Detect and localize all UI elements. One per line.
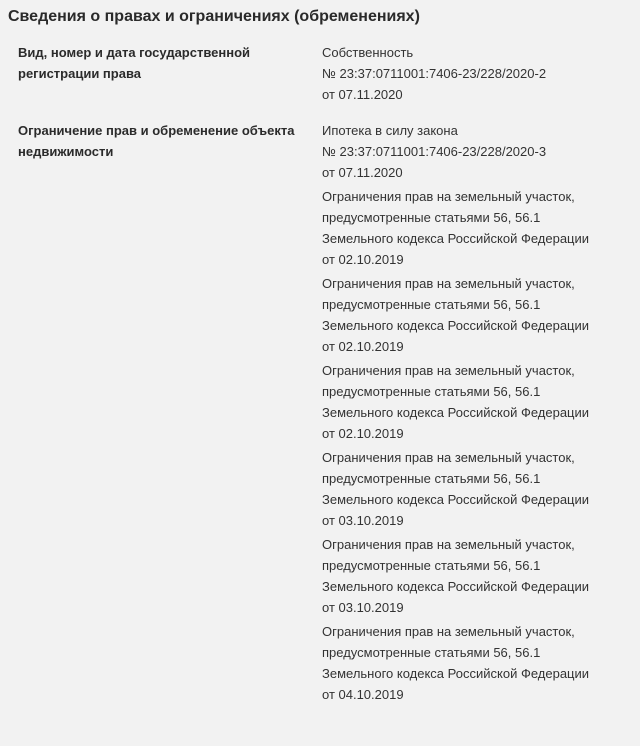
rights-label: Вид, номер и дата государственной регистрации права	[18, 45, 251, 81]
value-line: Земельного кодекса Российской Федерации	[322, 666, 590, 681]
value-line: предусмотренные статьями 56, 56.1	[322, 384, 541, 399]
value-line: № 23:37:0711001:7406-23/228/2020-3	[322, 144, 547, 159]
value-line: Ограничения прав на земельный участок,	[322, 276, 575, 291]
value-line: от 03.10.2019	[322, 600, 404, 615]
value-line: предусмотренные статьями 56, 56.1	[322, 297, 541, 312]
value-line: от 03.10.2019	[322, 513, 404, 528]
value-line: предусмотренные статьями 56, 56.1	[322, 645, 541, 660]
value-line: предусмотренные статьями 56, 56.1	[322, 210, 541, 225]
value-entry	[322, 42, 632, 105]
value-entry	[322, 621, 632, 705]
value-line: Ограничения прав на земельный участок,	[322, 363, 575, 378]
value-entry	[322, 273, 632, 357]
value-line: от 02.10.2019	[322, 339, 404, 354]
value-line: предусмотренные статьями 56, 56.1	[322, 471, 541, 486]
value-line: Ограничения прав на земельный участок,	[322, 537, 575, 552]
value-entry	[322, 186, 632, 270]
value-line: от 07.11.2020	[322, 87, 403, 102]
restrictions-label: Ограничение прав и обременение объекта недвижимости	[18, 123, 295, 159]
restrictions-values	[322, 120, 632, 708]
value-line: Ипотека в силу закона	[322, 123, 458, 138]
value-line: Земельного кодекса Российской Федерации	[322, 405, 590, 420]
value-line: Земельного кодекса Российской Федерации	[322, 318, 590, 333]
value-line: Ограничения прав на земельный участок,	[322, 189, 575, 204]
value-line: предусмотренные статьями 56, 56.1	[322, 558, 541, 573]
value-entry	[322, 120, 632, 183]
value-line: Собственность	[322, 45, 414, 60]
value-line: от 07.11.2020	[322, 165, 403, 180]
value-entry	[322, 360, 632, 444]
value-line: Ограничения прав на земельный участок,	[322, 624, 575, 639]
value-line: Земельного кодекса Российской Федерации	[322, 231, 590, 246]
value-line: Ограничения прав на земельный участок,	[322, 450, 575, 465]
value-line: Земельного кодекса Российской Федерации	[322, 579, 590, 594]
value-entry	[322, 447, 632, 531]
section-title: Сведения о правах и ограничениях (обременениях)	[8, 8, 420, 25]
value-line: от 02.10.2019	[322, 426, 404, 441]
rights-values	[322, 42, 632, 108]
value-entry	[322, 534, 632, 618]
value-line: Земельного кодекса Российской Федерации	[322, 492, 590, 507]
value-line: от 02.10.2019	[322, 252, 404, 267]
value-line: от 04.10.2019	[322, 687, 404, 702]
value-line: № 23:37:0711001:7406-23/228/2020-2	[322, 66, 547, 81]
